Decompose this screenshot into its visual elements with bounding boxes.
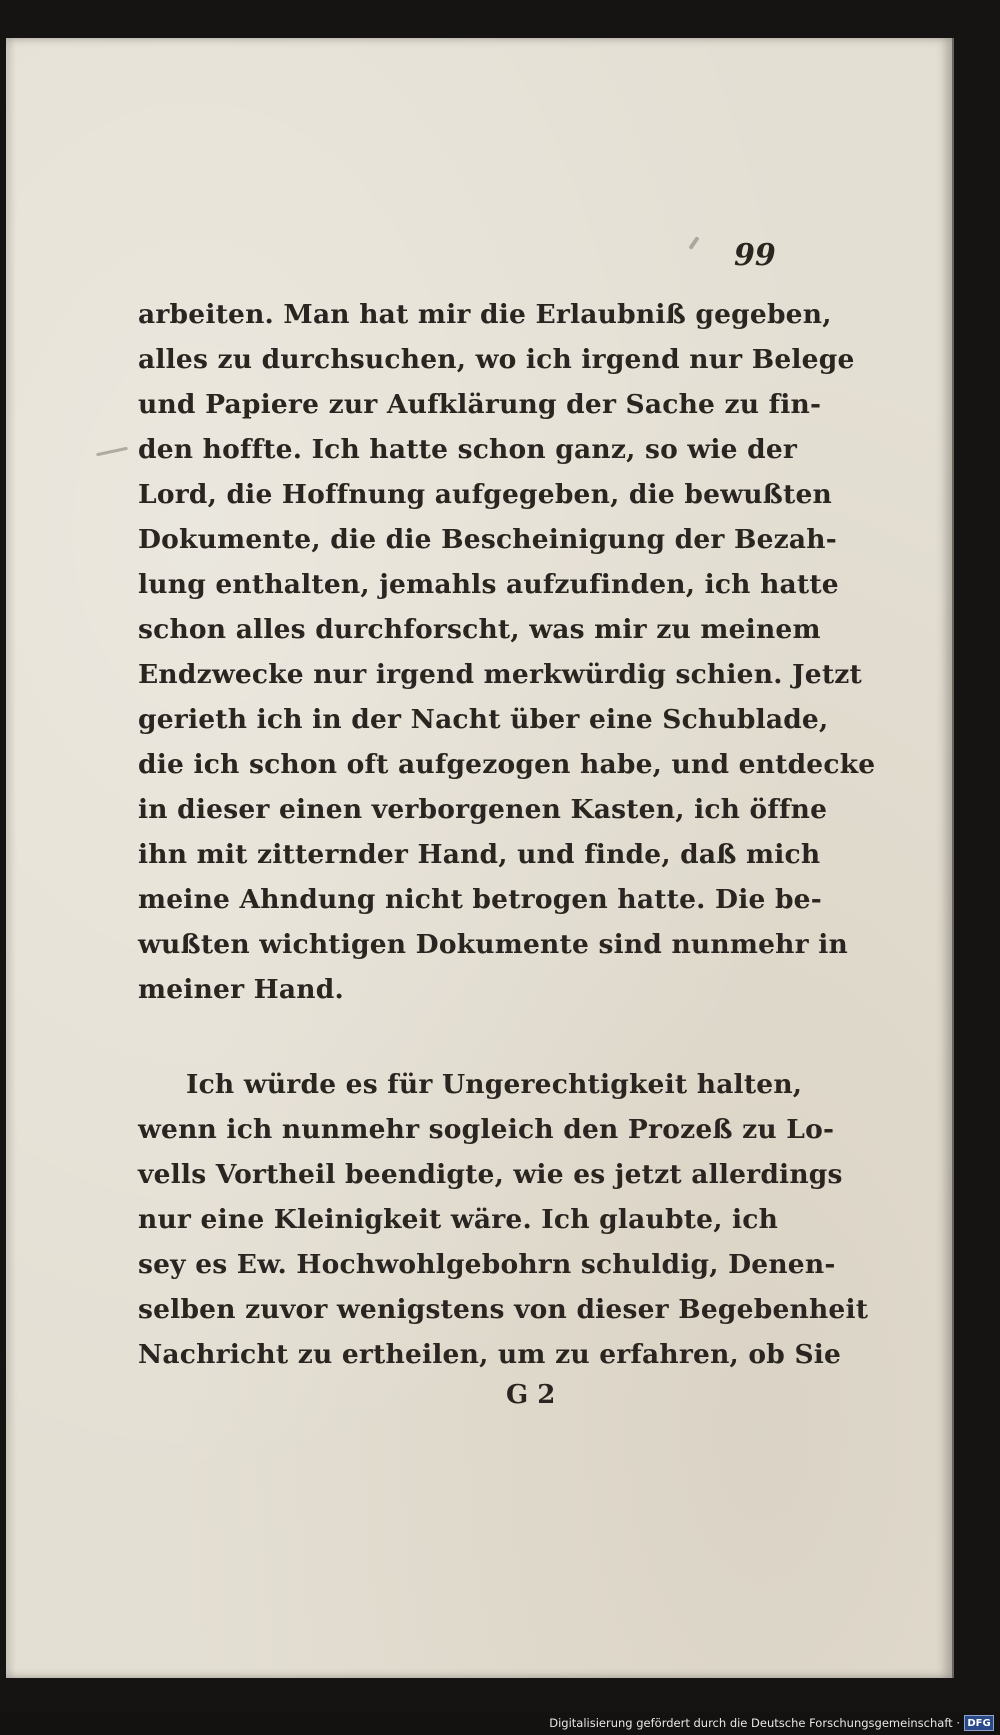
signature-mark: G 2 bbox=[506, 1380, 556, 1410]
book-page bbox=[6, 38, 954, 1678]
page-number: 99 bbox=[734, 238, 776, 273]
text-line: meine Ahndung nicht betrogen hatte. Die be- bbox=[138, 884, 822, 915]
text-line: nur eine Kleinigkeit wäre. Ich glaubte, ich bbox=[138, 1204, 779, 1235]
text-line: alles zu durchsuchen, wo ich irgend nur Belege bbox=[138, 344, 855, 375]
text-line: arbeiten. Man hat mir die Erlaubniß gegeben, bbox=[138, 299, 832, 330]
text-line: ihn mit zitternder Hand, und finde, daß mich bbox=[138, 839, 821, 870]
paper-mark bbox=[688, 236, 699, 250]
paragraph-1 bbox=[138, 292, 876, 1012]
text-line: Lord, die Hoffnung aufgegeben, die bewußten bbox=[138, 479, 832, 510]
text-line: selben zuvor wenigstens von dieser Begebenheit bbox=[138, 1294, 869, 1325]
text-line: schon alles durchforscht, was mir zu meinem bbox=[138, 614, 821, 645]
digitization-credit: Digitalisierung gefördert durch die Deutsche Forschungsgemeinschaft · bbox=[549, 1716, 960, 1730]
text-line: Nachricht zu ertheilen, um zu erfahren, ob Sie bbox=[138, 1339, 842, 1370]
paper-mark bbox=[96, 447, 128, 457]
text-line: gerieth ich in der Nacht über eine Schublade, bbox=[138, 704, 829, 735]
text-line: wenn ich nunmehr sogleich den Prozeß zu Lo- bbox=[138, 1114, 835, 1145]
text-line: Endzwecke nur irgend merkwürdig schien. Jetzt bbox=[138, 659, 862, 690]
dfg-logo-icon: DFG bbox=[964, 1715, 994, 1731]
text-line: lung enthalten, jemahls aufzufinden, ich hatte bbox=[138, 569, 839, 600]
text-line: meiner Hand. bbox=[138, 974, 344, 1005]
text-line: die ich schon oft aufgezogen habe, und entdecke bbox=[138, 749, 876, 780]
text-line: sey es Ew. Hochwohlgebohrn schuldig, Denen- bbox=[138, 1249, 836, 1280]
text-line: und Papiere zur Aufklärung der Sache zu fin- bbox=[138, 389, 822, 420]
text-line: vells Vortheil beendigte, wie es jetzt allerdings bbox=[138, 1159, 843, 1190]
paragraph-2 bbox=[138, 1062, 869, 1377]
text-line: den hoffte. Ich hatte schon ganz, so wie der bbox=[138, 434, 798, 465]
text-line: in dieser einen verborgenen Kasten, ich öffne bbox=[138, 794, 828, 825]
text-line: wußten wichtigen Dokumente sind nunmehr in bbox=[138, 929, 848, 960]
text-line: Ich würde es für Ungerechtigkeit halten, bbox=[186, 1069, 803, 1100]
text-line: Dokumente, die die Bescheinigung der Bezah- bbox=[138, 524, 837, 555]
